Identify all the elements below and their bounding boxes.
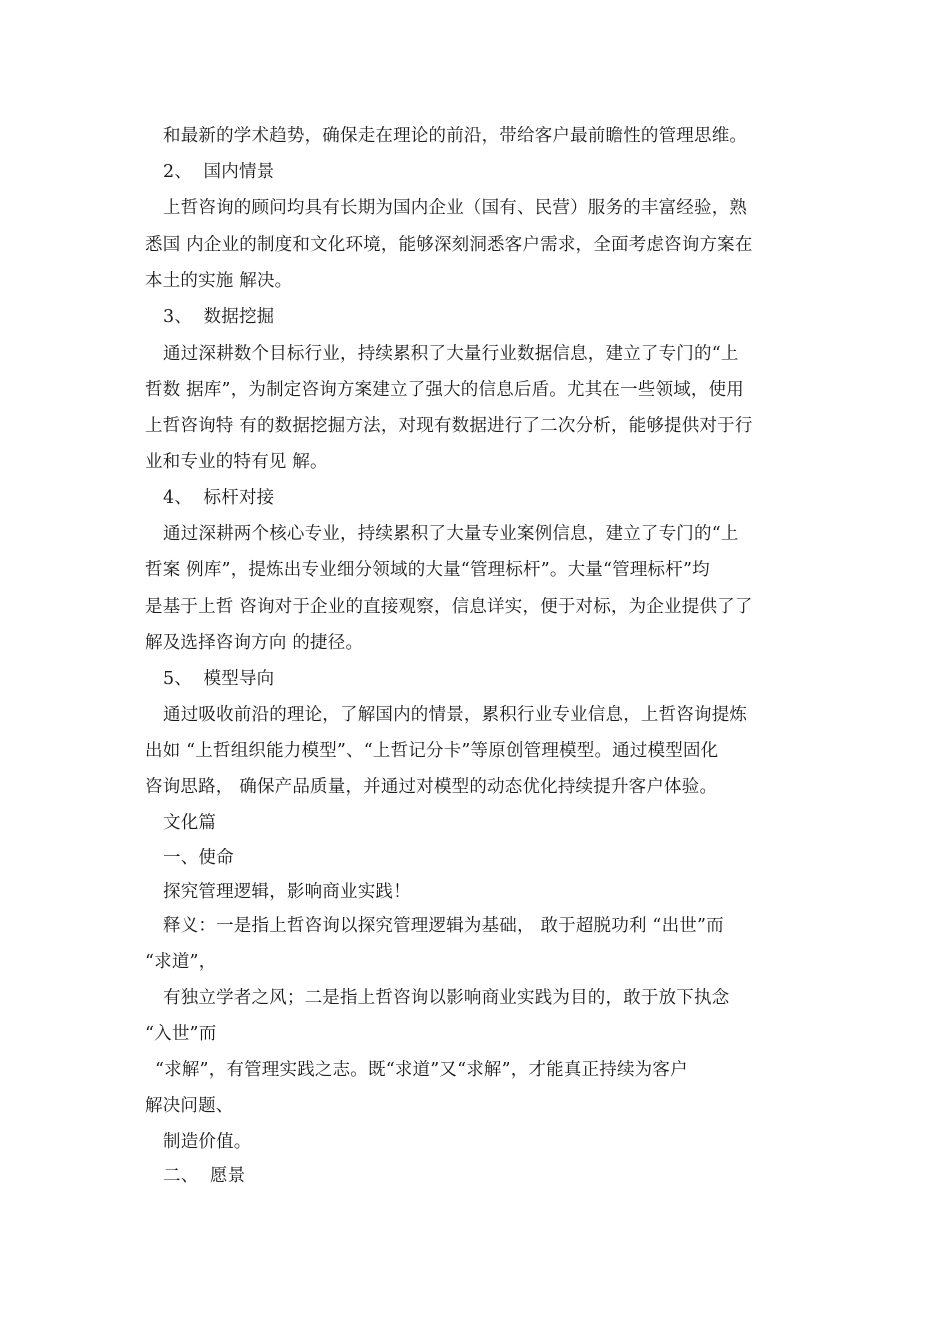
section-heading: 一、使命 [163,848,234,868]
section-heading: 文化篇 [163,813,217,833]
paragraph-line: 通过深耕两个核心专业，持续累积了大量专业案例信息，建立了专门的“上 [163,524,739,544]
paragraph-line: 解决问题、 [145,1096,234,1116]
section-heading: 二、 愿景 [163,1166,246,1186]
paragraph-line: 和最新的学术趋势，确保走在理论的前沿，带给客户最前瞻性的管理思维。 [163,126,748,146]
section-heading: 4、 标杆对接 [163,488,275,508]
paragraph-line: 解及选择咨询方向 的捷径。 [145,633,364,653]
paragraph-line: 通过深耕数个目标行业，持续累积了大量行业数据信息，建立了专门的“上 [163,344,739,364]
section-heading: 2、 国内情景 [163,162,275,182]
paragraph-line: 通过吸收前沿的理论，了解国内的情景，累积行业专业信息，上哲咨询提炼 [163,705,748,725]
paragraph-line: “入世”而 [145,1024,217,1044]
paragraph-line: 本土的实施 解决。 [145,271,293,291]
paragraph-line: 咨询思路， 确保产品质量，并通过对模型的动态优化持续提升客户体验。 [145,777,718,797]
section-heading: 5、 模型导向 [163,669,275,689]
paragraph-line: 上哲咨询的顾问均具有长期为国内企业（国有、民营）服务的丰富经验，熟 [163,198,748,218]
paragraph-line: 业和专业的特有见 解。 [145,452,328,472]
paragraph-line: 有独立学者之风；二是指上哲咨询以影响商业实践为目的，敢于放下执念 [163,988,730,1008]
paragraph-line: 上哲咨询特 有的数据挖掘方法，对现有数据进行了二次分析，能够提供对于行 [145,416,753,436]
paragraph-line: 探究管理逻辑，影响商业实践！ [163,882,411,902]
paragraph-line: 制造价值。 [163,1132,252,1152]
paragraph-line: 悉国 内企业的制度和文化环境，能够深刻洞悉客户需求，全面考虑咨询方案在 [145,235,753,255]
paragraph-line: “求解”，有管理实践之志。既“求道”又“求解”，才能真正持续为客户 [155,1060,688,1080]
paragraph-line: “求道”， [145,952,217,972]
paragraph-line: 是基于上哲 咨询对于企业的直接观察，信息详实，便于对标，为企业提供了了 [145,597,753,617]
paragraph-line: 哲案 例库”，提炼出专业细分领域的大量“管理标杆”。大量“管理标杆”均 [145,560,710,580]
paragraph-line: 哲数 据库”，为制定咨询方案建立了强大的信息后盾。尤其在一些领域，使用 [145,380,745,400]
paragraph-line: 出如 “上哲组织能力模型”、“上哲记分卡”等原创管理模型。通过模型固化 [145,741,719,761]
section-heading: 3、 数据挖掘 [163,307,275,327]
paragraph-line: 释义：一是指上哲咨询以探究管理逻辑为基础， 敢于超脱功利 “出世”而 [163,916,724,936]
